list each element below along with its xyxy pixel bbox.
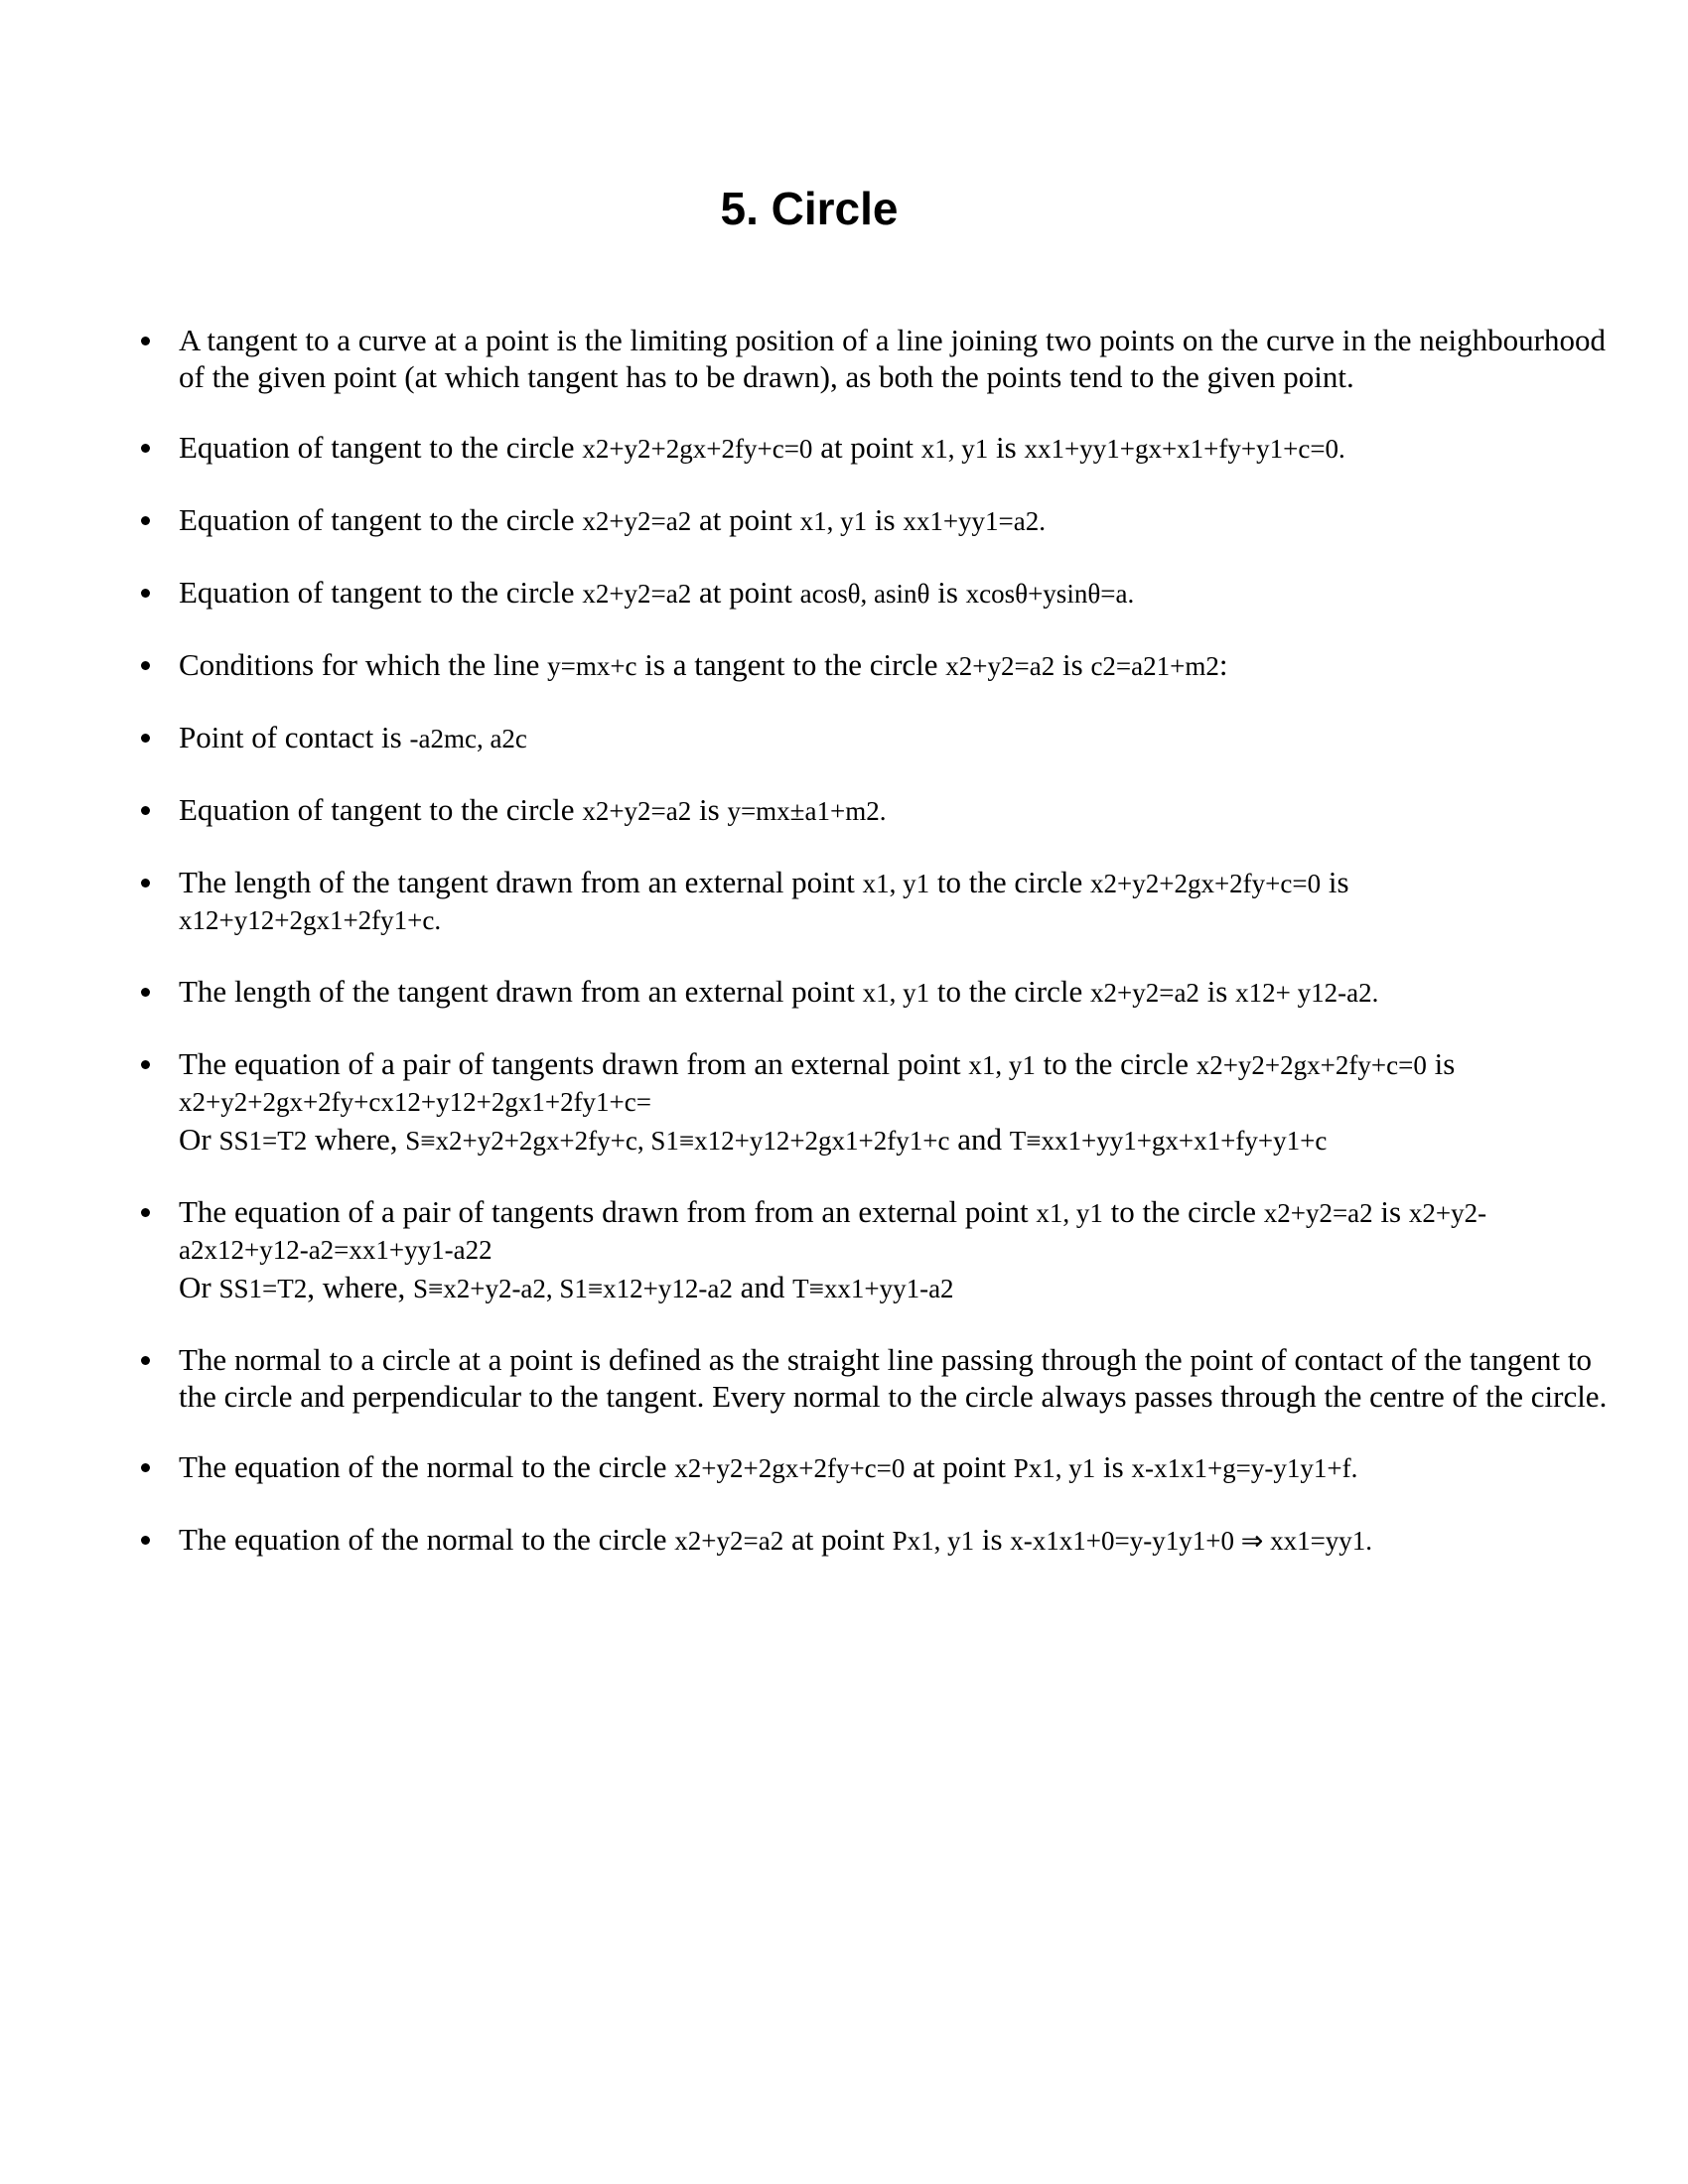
bullet-icon [141,337,150,345]
bullet-icon [141,988,150,997]
math-expression: x1, y1 [1036,1198,1103,1228]
math-expression: S≡x2+y2+2gx+2fy+c, S1≡x12+y12+2gx1+2fy1+c [405,1126,950,1156]
list-item [179,429,1609,468]
list-item [179,791,1609,830]
item-text: to the circle [929,974,1090,1009]
item-text: Conditions for which the line [179,647,548,682]
list-item [179,646,1609,685]
math-expression: acosθ, asinθ [799,579,930,609]
bullet-icon [141,734,150,743]
list-item [179,1045,1609,1160]
item-text: The length of the tangent drawn from an external point [179,865,863,899]
item-text: at point [691,575,800,610]
math-expression: x1, y1 [920,434,989,464]
math-expression: x2+y2=a2 [582,506,692,536]
page-title: 5. Circle [720,183,899,234]
item-text: is [929,575,966,610]
math-expression: x1, y1 [799,506,868,536]
bullet-icon [141,1060,150,1069]
math-expression: Px1, y1 [1013,1453,1096,1483]
math-expression: x-x1x1+0=y-y1y1+0 ⇒ xx1=yy1. [1010,1526,1373,1556]
item-text: is [1321,865,1349,899]
math-expression: x2+y2=a2 [674,1526,784,1556]
item-text: Equation of tangent to the circle [179,575,583,610]
item-text: is [1372,1194,1409,1229]
bullet-icon [141,879,150,887]
item-text: The equation of the normal to the circle [179,1449,675,1484]
item-text: to the circle [1102,1194,1264,1229]
bullet-icon [141,806,150,815]
math-expression: xx1+yy1=a2. [903,506,1047,536]
item-line [179,1193,1609,1232]
item-text: is [1095,1449,1132,1484]
item-text: Or [179,1122,219,1157]
item-text: where, [307,1122,406,1157]
list-item [179,1341,1609,1415]
math-expression: x2+y2+2gx+2fy+c=0 [674,1453,906,1483]
bullet-icon [141,1536,150,1545]
bullet-list [179,322,1609,1593]
item-text: is [691,792,728,827]
bullet-icon [141,1356,150,1365]
math-expression: x12+y12+2gx1+2fy1+c. [179,905,442,935]
item-text: is [1055,647,1091,682]
math-expression: xcosθ+ysinθ=a. [965,579,1135,609]
item-text: at point [905,1449,1014,1484]
item-text: is [1426,1046,1456,1081]
math-expression: a2x12+y12-a2=xx1+yy1-a22 [179,1235,492,1265]
list-item [179,501,1609,540]
math-expression: -a2mc, a2c [409,724,527,753]
item-text: is a tangent to the circle [636,647,946,682]
item-text: Point of contact is [179,720,410,754]
item-text: : [1218,647,1228,682]
math-expression: x2+y2+2gx+2fy+c=0 [582,434,813,464]
bullet-icon [141,661,150,670]
math-expression: x1, y1 [968,1050,1036,1080]
item-text: at point [691,502,800,537]
item-text: Equation of tangent to the circle [179,502,583,537]
math-expression: x2+y2=a2 [945,651,1055,681]
item-text: and [732,1270,793,1304]
math-expression: S≡x2+y2-a2, S1≡x12+y12-a2 [412,1274,733,1303]
list-item [179,973,1609,1012]
math-expression: xx1+yy1+gx+x1+fy+y1+c=0. [1024,434,1345,464]
math-expression: x2+y2- [1408,1198,1487,1228]
math-expression: Px1, y1 [892,1526,975,1556]
item-text: Or [179,1270,219,1304]
list-item [179,322,1609,395]
bullet-icon [141,1208,150,1217]
math-expression: x2+y2+2gx+2fy+c=0 [1196,1050,1427,1080]
item-text: , where, [307,1270,413,1304]
math-expression: SS1=T2 [218,1126,308,1156]
item-text: is [988,430,1025,465]
item-text: and [949,1122,1010,1157]
list-item [179,574,1609,613]
item-text: Equation of tangent to the circle [179,792,583,827]
item-text: Equation of tangent to the circle [179,430,583,465]
math-expression: SS1=T2 [218,1274,308,1303]
math-expression: T≡xx1+yy1-a2 [792,1274,954,1303]
item-text: to the circle [1035,1046,1196,1081]
math-expression: x2+y2+2gx+2fy+c=0 [1089,869,1322,898]
item-text: at point [783,1522,893,1557]
bullet-icon [141,1463,150,1472]
bullet-icon [141,589,150,598]
item-text: A tangent to a curve at a point is the limiting position of a line joining two points on the curve in the neighbourhood of the given point (at which tangent has to be drawn), as both the points tend to the given point. [179,323,1606,394]
list-item [179,719,1609,757]
list-item [179,1448,1609,1487]
item-text: is [974,1522,1011,1557]
item-text: The equation of a pair of tangents drawn from an external point [179,1046,969,1081]
math-expression: x2+y2=a2 [582,796,692,826]
item-text: is [867,502,904,537]
math-expression: x-x1x1+g=y-y1y1+f. [1131,1453,1358,1483]
item-text: The equation of a pair of tangents drawn from from an external point [179,1194,1037,1229]
bullet-icon [141,516,150,525]
item-line [179,864,1609,902]
bullet-icon [141,444,150,453]
math-expression: c2=a21+m2 [1090,651,1219,681]
item-text: The normal to a circle at a point is defined as the straight line passing through the point of contact of the tangent to the circle and perpendicular to the tangent. Every normal to the circle always passes through the centre of the circle. [179,1342,1608,1414]
item-line [179,1121,1609,1160]
math-expression: y=mx+c [547,651,637,681]
item-line [179,1269,1609,1307]
item-text: to the circle [929,865,1090,899]
list-item [179,1193,1609,1307]
list-item [179,1521,1609,1560]
math-expression: x2+y2+2gx+2fy+cx12+y12+2gx1+2fy1+c= [179,1087,651,1117]
item-line [179,1045,1609,1084]
math-expression: x2+y2=a2 [1089,978,1199,1008]
math-expression: x12+ y12-a2. [1235,978,1379,1008]
item-text: at point [812,430,921,465]
math-expression: y=mx±a1+m2. [727,796,887,826]
item-text: is [1198,974,1236,1009]
item-text: The length of the tangent drawn from an external point [179,974,863,1009]
math-expression: T≡xx1+yy1+gx+x1+fy+y1+c [1009,1126,1328,1156]
item-text: The equation of the normal to the circle [179,1522,675,1557]
math-expression: x2+y2=a2 [582,579,692,609]
math-expression: x1, y1 [862,869,930,898]
list-item [179,864,1609,939]
math-expression: x2+y2=a2 [1263,1198,1373,1228]
math-expression: x1, y1 [862,978,930,1008]
